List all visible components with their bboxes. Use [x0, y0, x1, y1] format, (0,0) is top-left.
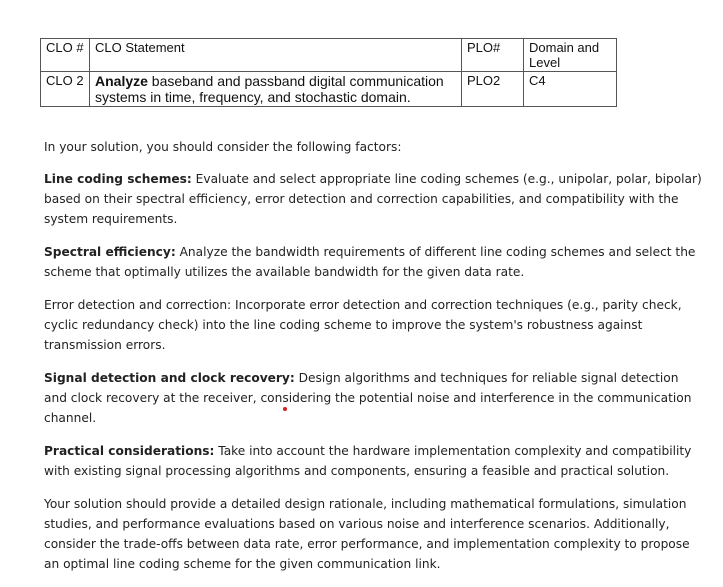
factor-text: Evaluate and select appropriate line coding schemes (e.g., unipolar, polar, bipolar) based on their spectral efficiency, error detection and correction capabilities, and compatibility with the system requirements.	[44, 172, 702, 226]
header-domain-level: Domain and Level	[524, 39, 617, 72]
clo-table	[40, 38, 617, 107]
cell-plo: PLO2	[462, 72, 524, 107]
instructions-body	[44, 137, 704, 587]
header-clo: CLO #	[41, 39, 90, 72]
statement-text: baseband and passband digital communication systems in time, frequency, and stochastic domain.	[95, 73, 444, 105]
factor-title: Signal detection and clock recovery:	[44, 371, 295, 385]
factor-text: Error detection and correction: Incorporate error detection and correction techniques (e.g., parity check, cyclic redundancy check) into the line coding scheme to improve the system's robustness against transmission errors.	[44, 298, 682, 352]
table-header-row	[41, 39, 617, 72]
factor-practical	[44, 441, 704, 481]
factor-signal-detection	[44, 368, 704, 428]
conclusion-paragraph: Your solution should provide a detailed design rationale, including mathematical formulations, simulation studies, and performance evaluations based on various noise and interference scenarios. Additionally, consider the trade-offs between data rate, error performance, and implementation complexity to propose an optimal line coding scheme for the given communication link.	[44, 497, 690, 571]
factor-text: Take into account the hardware implementation complexity and compatibility with existing signal processing algorithms and components, ensuring a feasible and practical solution.	[44, 444, 692, 478]
cursor-dot	[283, 407, 287, 411]
cell-clo: CLO 2	[41, 72, 90, 107]
factor-title: Line coding schemes:	[44, 172, 192, 186]
factor-title: Spectral efficiency:	[44, 245, 176, 259]
intro-paragraph: In your solution, you should consider the following factors:	[44, 140, 402, 154]
header-clo-statement: CLO Statement	[90, 39, 462, 72]
factor-line-coding	[44, 169, 704, 229]
table-row	[41, 72, 617, 107]
factor-spectral-efficiency	[44, 242, 704, 282]
factor-error-detection	[44, 295, 704, 355]
factor-text: Design algorithms and techniques for reliable signal detection and clock recovery at the receiver, considering the potential noise and interference in the communication channel.	[44, 371, 692, 425]
cell-clo-statement	[90, 72, 462, 107]
cell-domain-level: C4	[524, 72, 617, 107]
statement-verb: Analyze	[95, 73, 148, 89]
factor-text: Analyze the bandwidth requirements of different line coding schemes and select the scheme that optimally utilizes the available bandwidth for the given data rate.	[44, 245, 696, 279]
factor-title: Practical considerations:	[44, 444, 215, 458]
header-plo: PLO#	[462, 39, 524, 72]
